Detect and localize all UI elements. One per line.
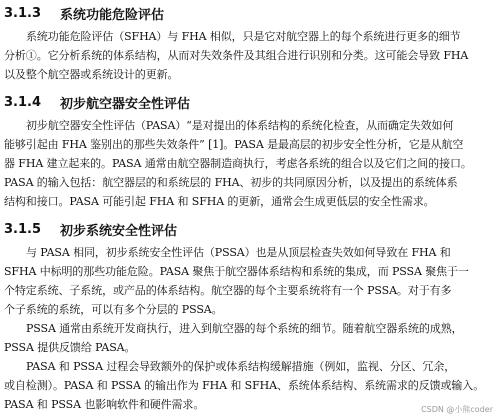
- section-heading-3-1-3: [4, 3, 164, 23]
- section-title: 初步航空器安全性评估: [60, 96, 191, 112]
- section-title: 初步系统安全性评估: [60, 223, 178, 239]
- paragraph-line: 与 PASA 相同，初步系统安全性评估（PSSA）也是从顶层检查失效如何导致在 FHA 和: [26, 246, 451, 259]
- paragraph-line: 结构和接口。PASA 可能引起 FHA 和 SFHA 的更新，通常会生成更低层的安全性需求。: [4, 195, 435, 208]
- paragraph-line: PSSA 提供反馈给 PASA。: [4, 341, 136, 354]
- paragraph-line: 器 FHA 建立起来的。PASA 通常由航空器制造商执行，考虑各系统的组合以及它们之间的接口。: [4, 157, 472, 170]
- paragraph-line: PASA 和 PSSA 也影响软件和硬件需求。: [4, 398, 205, 411]
- section-heading-3-1-4: [4, 92, 190, 112]
- paragraph-line: 个特定系统、子系统，或产品的体系结构。航空器的每个主要系统将有一个 PSSA。对于有多: [4, 284, 452, 297]
- watermark: CSDN @小熊coder: [421, 405, 493, 414]
- paragraph-line: 系统功能危险评估（SFHA）与 FHA 相似，只是它对航空器上的每个系统进行更多的细节: [26, 30, 461, 43]
- section-number: 3.1.4: [4, 94, 42, 110]
- paragraph-line: PSSA 通常由系统开发商执行，进入到航空器的每个系统的细节。随着航空器系统的成熟，: [26, 322, 463, 335]
- section-number: 3.1.5: [4, 221, 42, 237]
- paragraph-line: 能够引起由 FHA 鉴别出的那些失效条件” [1]。PASA 是最高层的初步安全性分析，它是从航空: [4, 138, 464, 151]
- paragraph-line: SFHA 中标明的那些功能危险。PASA 聚焦于航空器体系结构和系统的集成，而 PSSA 聚焦于一: [4, 265, 469, 278]
- paragraph-line: 以及整个航空器或系统设计的更新。: [4, 68, 179, 81]
- section-heading-3-1-5: [4, 219, 177, 239]
- paragraph-line: PASA 的输入包括：航空器层的和系统层的 FHA、初步的共同原因分析，以及提出的系统体系: [4, 176, 458, 189]
- paragraph-line: 分析①。它分析系统的体系结构，从而对失效条件及其组合进行识别和分类。这可能会导致 FHA: [4, 49, 469, 62]
- paragraph-line: 初步航空器安全性评估（PASA）“是对提出的体系结构的系统化检查，从而确定失效如何: [26, 119, 454, 132]
- paragraph-line: 个子系统的系统，可以有多个分层的 PSSA。: [4, 303, 223, 316]
- paragraph-line: 或自检测）。PASA 和 PSSA 的输出作为 FHA 和 SFHA、系统体系结构、系统需求的反馈或输入。: [4, 379, 485, 392]
- section-number: 3.1.3: [4, 5, 42, 21]
- section-title: 系统功能危险评估: [60, 7, 165, 23]
- paragraph-line: PASA 和 PSSA 过程会导致额外的保护或体系结构缓解措施（例如，监视、分区、冗余，: [26, 360, 456, 373]
